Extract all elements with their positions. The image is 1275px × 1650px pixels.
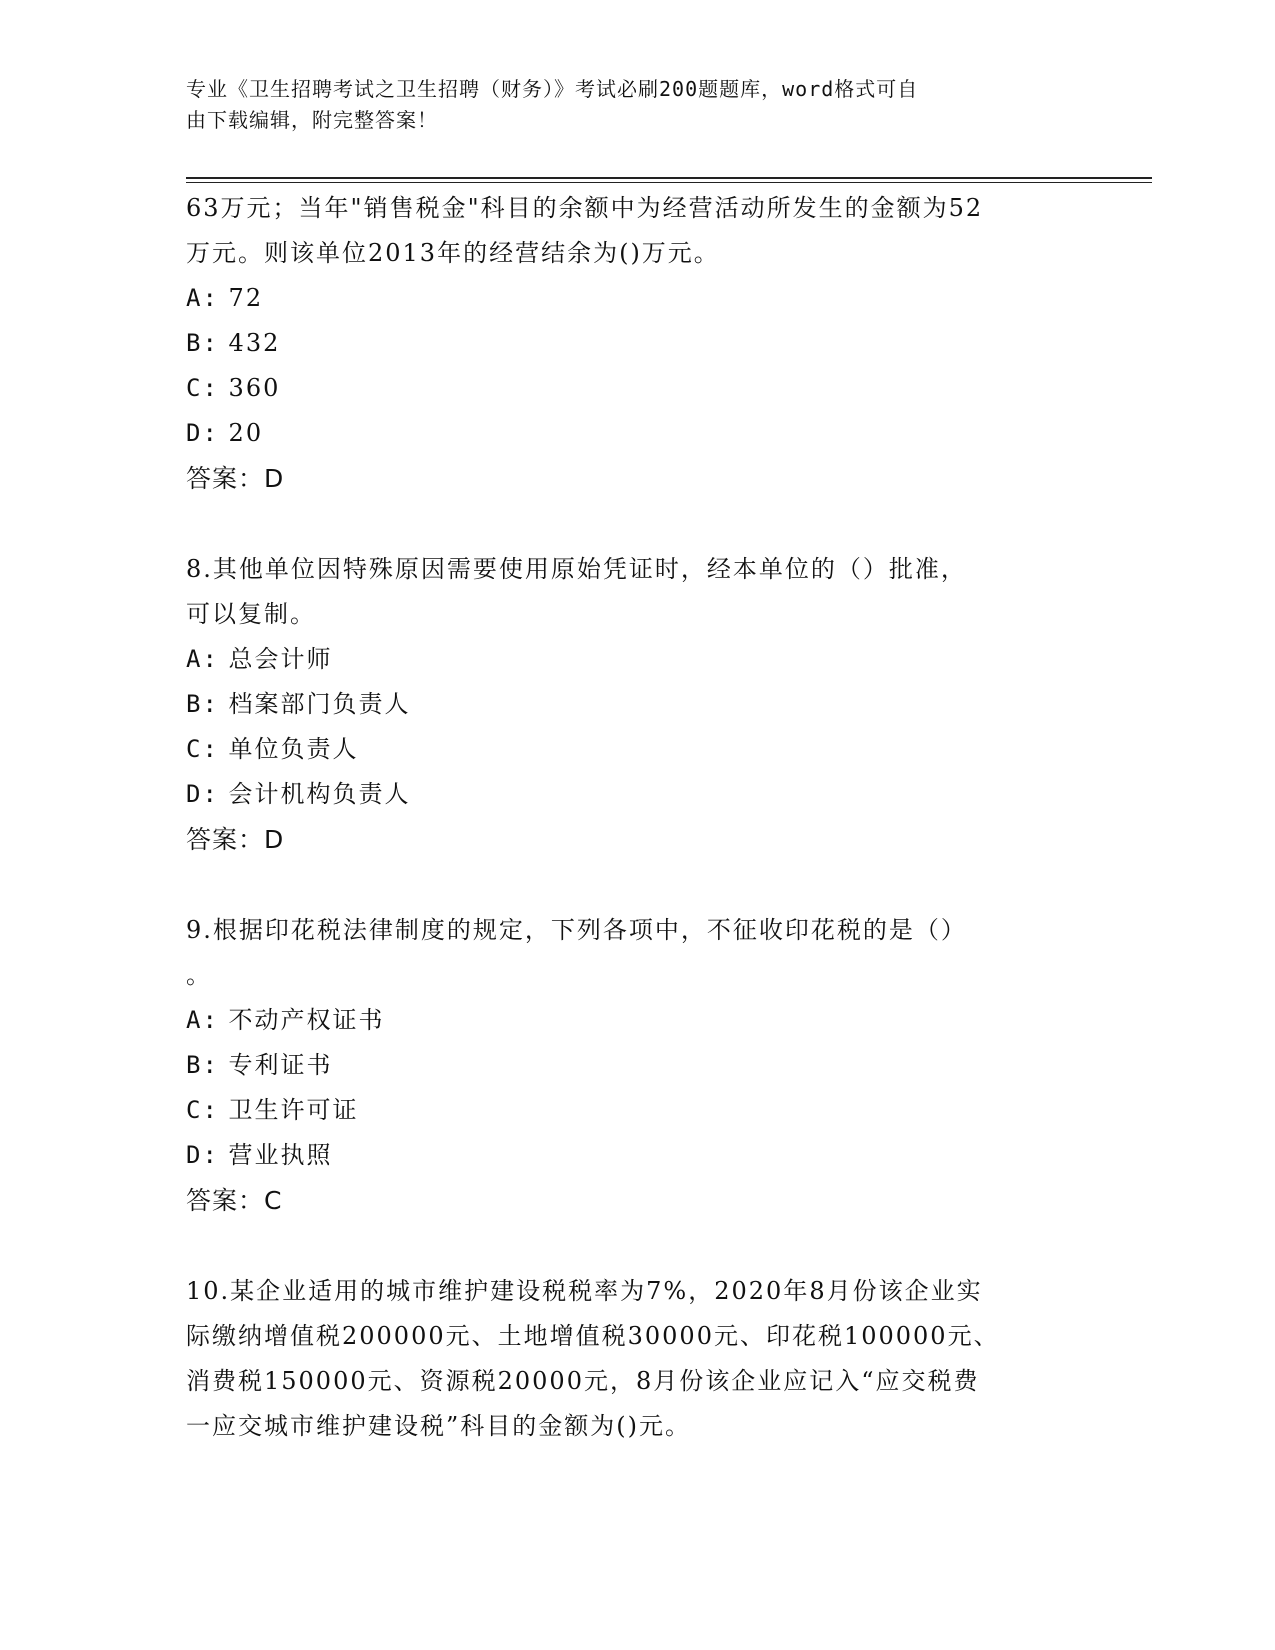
option-text: 总会计师 (228, 645, 333, 673)
option-d (186, 411, 1086, 456)
option-c (186, 1088, 1086, 1133)
option-b (186, 321, 1086, 366)
question-stem-line: 9.根据印花税法律制度的规定，下列各项中，不征收印花税的是（） (186, 916, 967, 944)
option-a (186, 637, 1086, 682)
option-text: 专利证书 (228, 1051, 333, 1079)
question-stem-line: 一应交城市维护建设税”科目的金额为()元。 (186, 1412, 691, 1440)
question-stem-line: 可以复制。 (186, 600, 316, 628)
option-c (186, 727, 1086, 772)
option-text: 432 (228, 329, 281, 357)
option-b (186, 682, 1086, 727)
option-c (186, 366, 1086, 411)
option-b (186, 1043, 1086, 1088)
option-text: 营业执照 (228, 1141, 333, 1169)
option-letter: B: (186, 690, 219, 718)
option-text: 不动产权证书 (228, 1006, 385, 1034)
option-letter: D: (186, 780, 219, 808)
option-letter: D: (186, 1141, 219, 1169)
option-text: 档案部门负责人 (228, 690, 411, 718)
option-letter: B: (186, 1051, 219, 1079)
option-letter: A: (186, 284, 219, 312)
question-block-7 (186, 186, 1086, 1449)
option-text: 单位负责人 (228, 735, 359, 763)
option-d (186, 772, 1086, 817)
option-a (186, 276, 1086, 321)
option-text: 360 (228, 374, 281, 402)
option-text: 会计机构负责人 (228, 780, 411, 808)
question-stem-line: 63万元；当年"销售税金"科目的余额中为经营活动所发生的金额为52 (186, 194, 984, 222)
header-rule-thick (186, 177, 1152, 179)
option-letter: B: (186, 329, 219, 357)
option-letter: A: (186, 645, 219, 673)
question-stem-line: 际缴纳增值税200000元、土地增值税30000元、印花税100000元、 (186, 1322, 1000, 1350)
option-text: 20 (228, 419, 264, 447)
option-letter: C: (186, 374, 219, 402)
option-letter: C: (186, 735, 219, 763)
option-letter: D: (186, 419, 219, 447)
option-d (186, 1133, 1086, 1178)
answer-line: 答案：C (186, 1186, 283, 1215)
option-a (186, 998, 1086, 1043)
answer-line: 答案：D (186, 825, 285, 854)
question-stem-line: 万元。则该单位2013年的经营结余为()万元。 (186, 239, 720, 267)
header-line-1: 专业《卫生招聘考试之卫生招聘（财务）》考试必刷200题题库，word格式可自 (186, 77, 919, 101)
document-header (186, 74, 1066, 136)
header-rule-thin (186, 182, 1152, 183)
question-stem-line: 8.其他单位因特殊原因需要使用原始凭证时，经本单位的（）批准， (186, 555, 967, 583)
header-line-2: 由下载编辑，附完整答案！ (186, 108, 438, 132)
question-stem-line: 消费税150000元、资源税20000元，8月份该企业应记入“应交税费 (186, 1367, 980, 1395)
question-stem-line: 10.某企业适用的城市维护建设税税率为7%，2020年8月份该企业实 (186, 1277, 983, 1305)
option-letter: A: (186, 1006, 219, 1034)
option-letter: C: (186, 1096, 219, 1124)
option-text: 卫生许可证 (228, 1096, 359, 1124)
question-stem-line: 。 (186, 961, 212, 989)
option-text: 72 (228, 284, 264, 312)
answer-line: 答案：D (186, 464, 285, 493)
